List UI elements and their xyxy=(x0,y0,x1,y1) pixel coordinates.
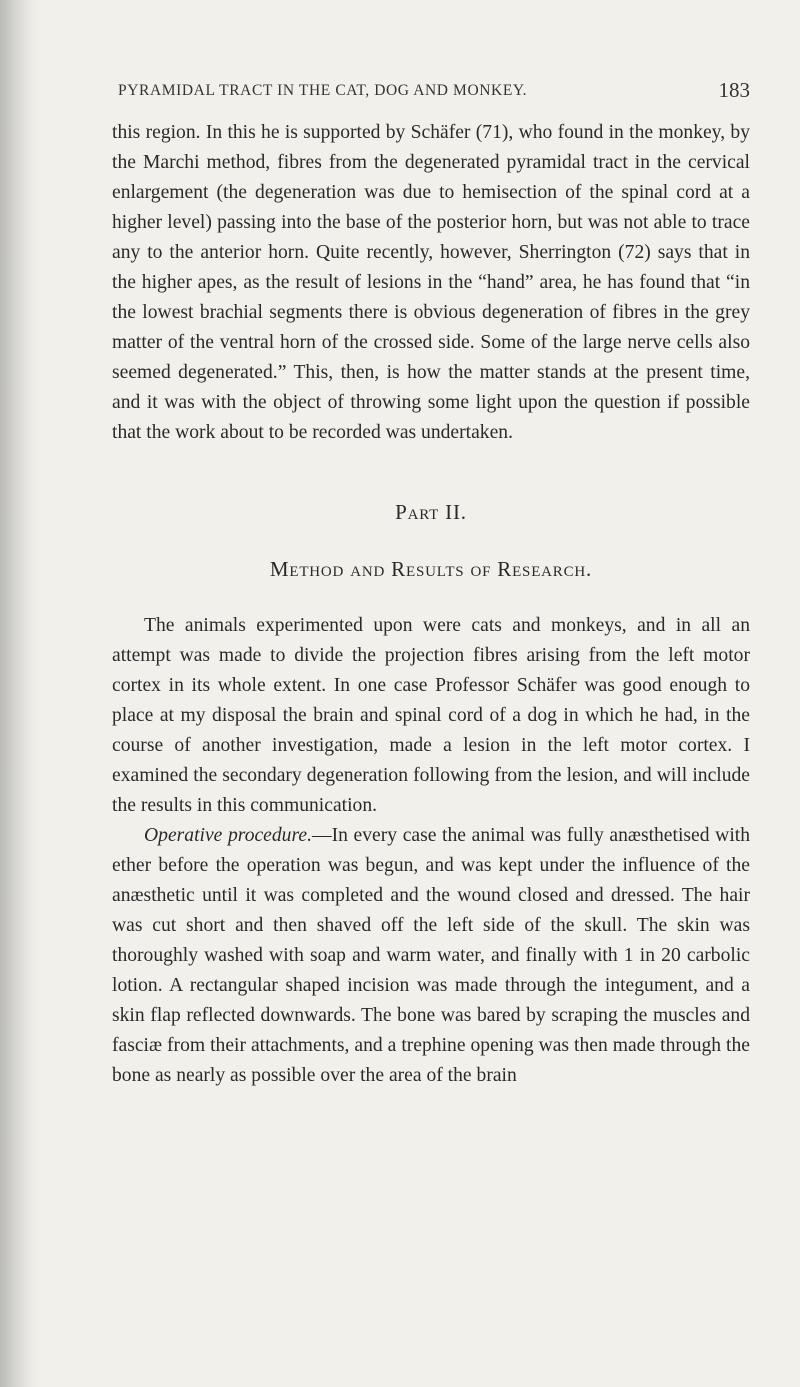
book-page xyxy=(112,78,750,1091)
running-head xyxy=(112,78,750,108)
part-heading: Part II. xyxy=(395,500,467,524)
page-binding-shadow xyxy=(0,0,40,1387)
paragraph-continued: this region. In this he is supported by Schäfer (71), who found in the monkey, by the Marchi method, fibres from the degenerated pyramidal tract in the cervical enlargement (the degeneration was due to hemisection of the spinal cord at a higher level) passing into the base of the posterior horn, but was not able to trace any to the anterior horn. Quite recently, however, Sherrington (72) says that in the higher apes, as the result of lesions in the “hand” area, he has found that “in the lowest brachial segments there is obvious degeneration of fibres in the grey matter of the ventral horn of the crossed side. Some of the large nerve cells also seemed degenerated.” This, then, is how the matter stands at the present time, and it was with the object of throwing some light upon the question if possible that the work about to be recorded was undertaken. xyxy=(112,122,750,443)
run-in-heading: Operative procedure. xyxy=(144,825,312,846)
running-head-title: PYRAMIDAL TRACT IN THE CAT, DOG AND MONKEY. xyxy=(118,82,528,99)
body-text xyxy=(112,118,750,1091)
section-heading: Method and Results of Research. xyxy=(269,557,593,581)
paragraph-operative-procedure xyxy=(112,821,750,1091)
page-number: 183 xyxy=(718,78,750,102)
paragraph-animals: The animals experimented upon were cats and monkeys, and in all an attempt was made to divide the projection fibres arising from the left motor cortex in its whole extent. In one case Professor Schäfer was good enough to place at my disposal the brain and spinal cord of a dog in which he had, in the course of another investigation, made a lesion in the left motor cortex. I examined the secondary degeneration following from the lesion, and will include the results in this communication. xyxy=(112,615,750,816)
paragraph-text: —In every case the animal was fully anæsthetised with ether before the operation was begun, and was kept under the influence of the anæsthetic until it was completed and the wound closed and dressed. The hair was cut short and then shaved off the left side of the skull. The skin was thoroughly washed with soap and warm water, and finally with 1 in 20 carbolic lotion. A rectangular shaped incision was made through the integument, and a skin flap reflected downwards. The bone was bared by scraping the muscles and fasciæ from their attachments, and a trephine opening was then made through the bone as nearly as possible over the area of the brain xyxy=(112,825,750,1086)
